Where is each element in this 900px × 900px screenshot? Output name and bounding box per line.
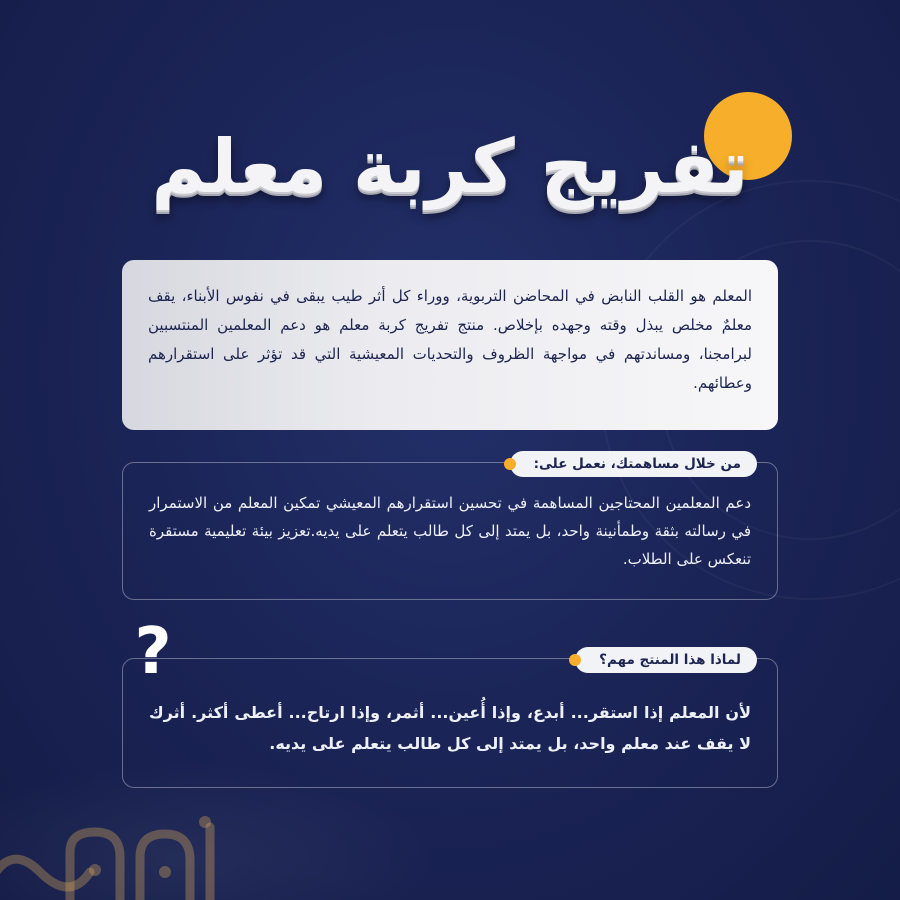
- bullet-dot-icon: [504, 458, 516, 470]
- section-text: دعم المعلمين المحتاجين المساهمة في تحسين استقرارهم المعيشي تمكين المعلم من الاستمرار في رسالته بثقة وطمأنينة واحد، بل يمتد إلى كل طالب يتعلم على يديه.تعزيز بيئة تعليمية مستقرة تنعكس على الطلاب.: [149, 494, 751, 568]
- section-heading-pill: [510, 451, 757, 477]
- intro-card: [122, 260, 778, 430]
- importance-section: [122, 652, 778, 788]
- contribution-section: [122, 456, 778, 600]
- section-heading-pill: [575, 647, 757, 673]
- section-heading: من خلال مساهمتك، نعمل على:: [533, 456, 741, 472]
- decorative-calligraphy: [0, 812, 260, 900]
- section-heading: لماذا هذا المنتج مهم؟: [599, 652, 741, 668]
- section-text: لأن المعلم إذا استقر... أبدع، وإذا أُعين... أثمر، وإذا ارتاح... أعطى أكثر. أثرك لا يقف عند معلم واحد، بل يمتد إلى كل طالب يتعلم على يديه.: [149, 703, 751, 753]
- intro-text: المعلم هو القلب النابض في المحاضن التربوية، ووراء كل أثر طيب يبقى في نفوس الأبناء، يقف معلمٌ مخلص يبذل وقته وجهده بإخلاص. منتج تفريج كربة معلم هو دعم المعلمين المنتسبين لبرامجنا، ومساندتهم في مواجهة الظروف والتحديات المعيشية التي قد تؤثر على استقرارهم وعطائهم.: [148, 287, 752, 392]
- page-title: تفريج كربة معلم: [151, 124, 749, 210]
- question-mark-icon: ?: [134, 615, 172, 689]
- bullet-dot-icon: [569, 654, 581, 666]
